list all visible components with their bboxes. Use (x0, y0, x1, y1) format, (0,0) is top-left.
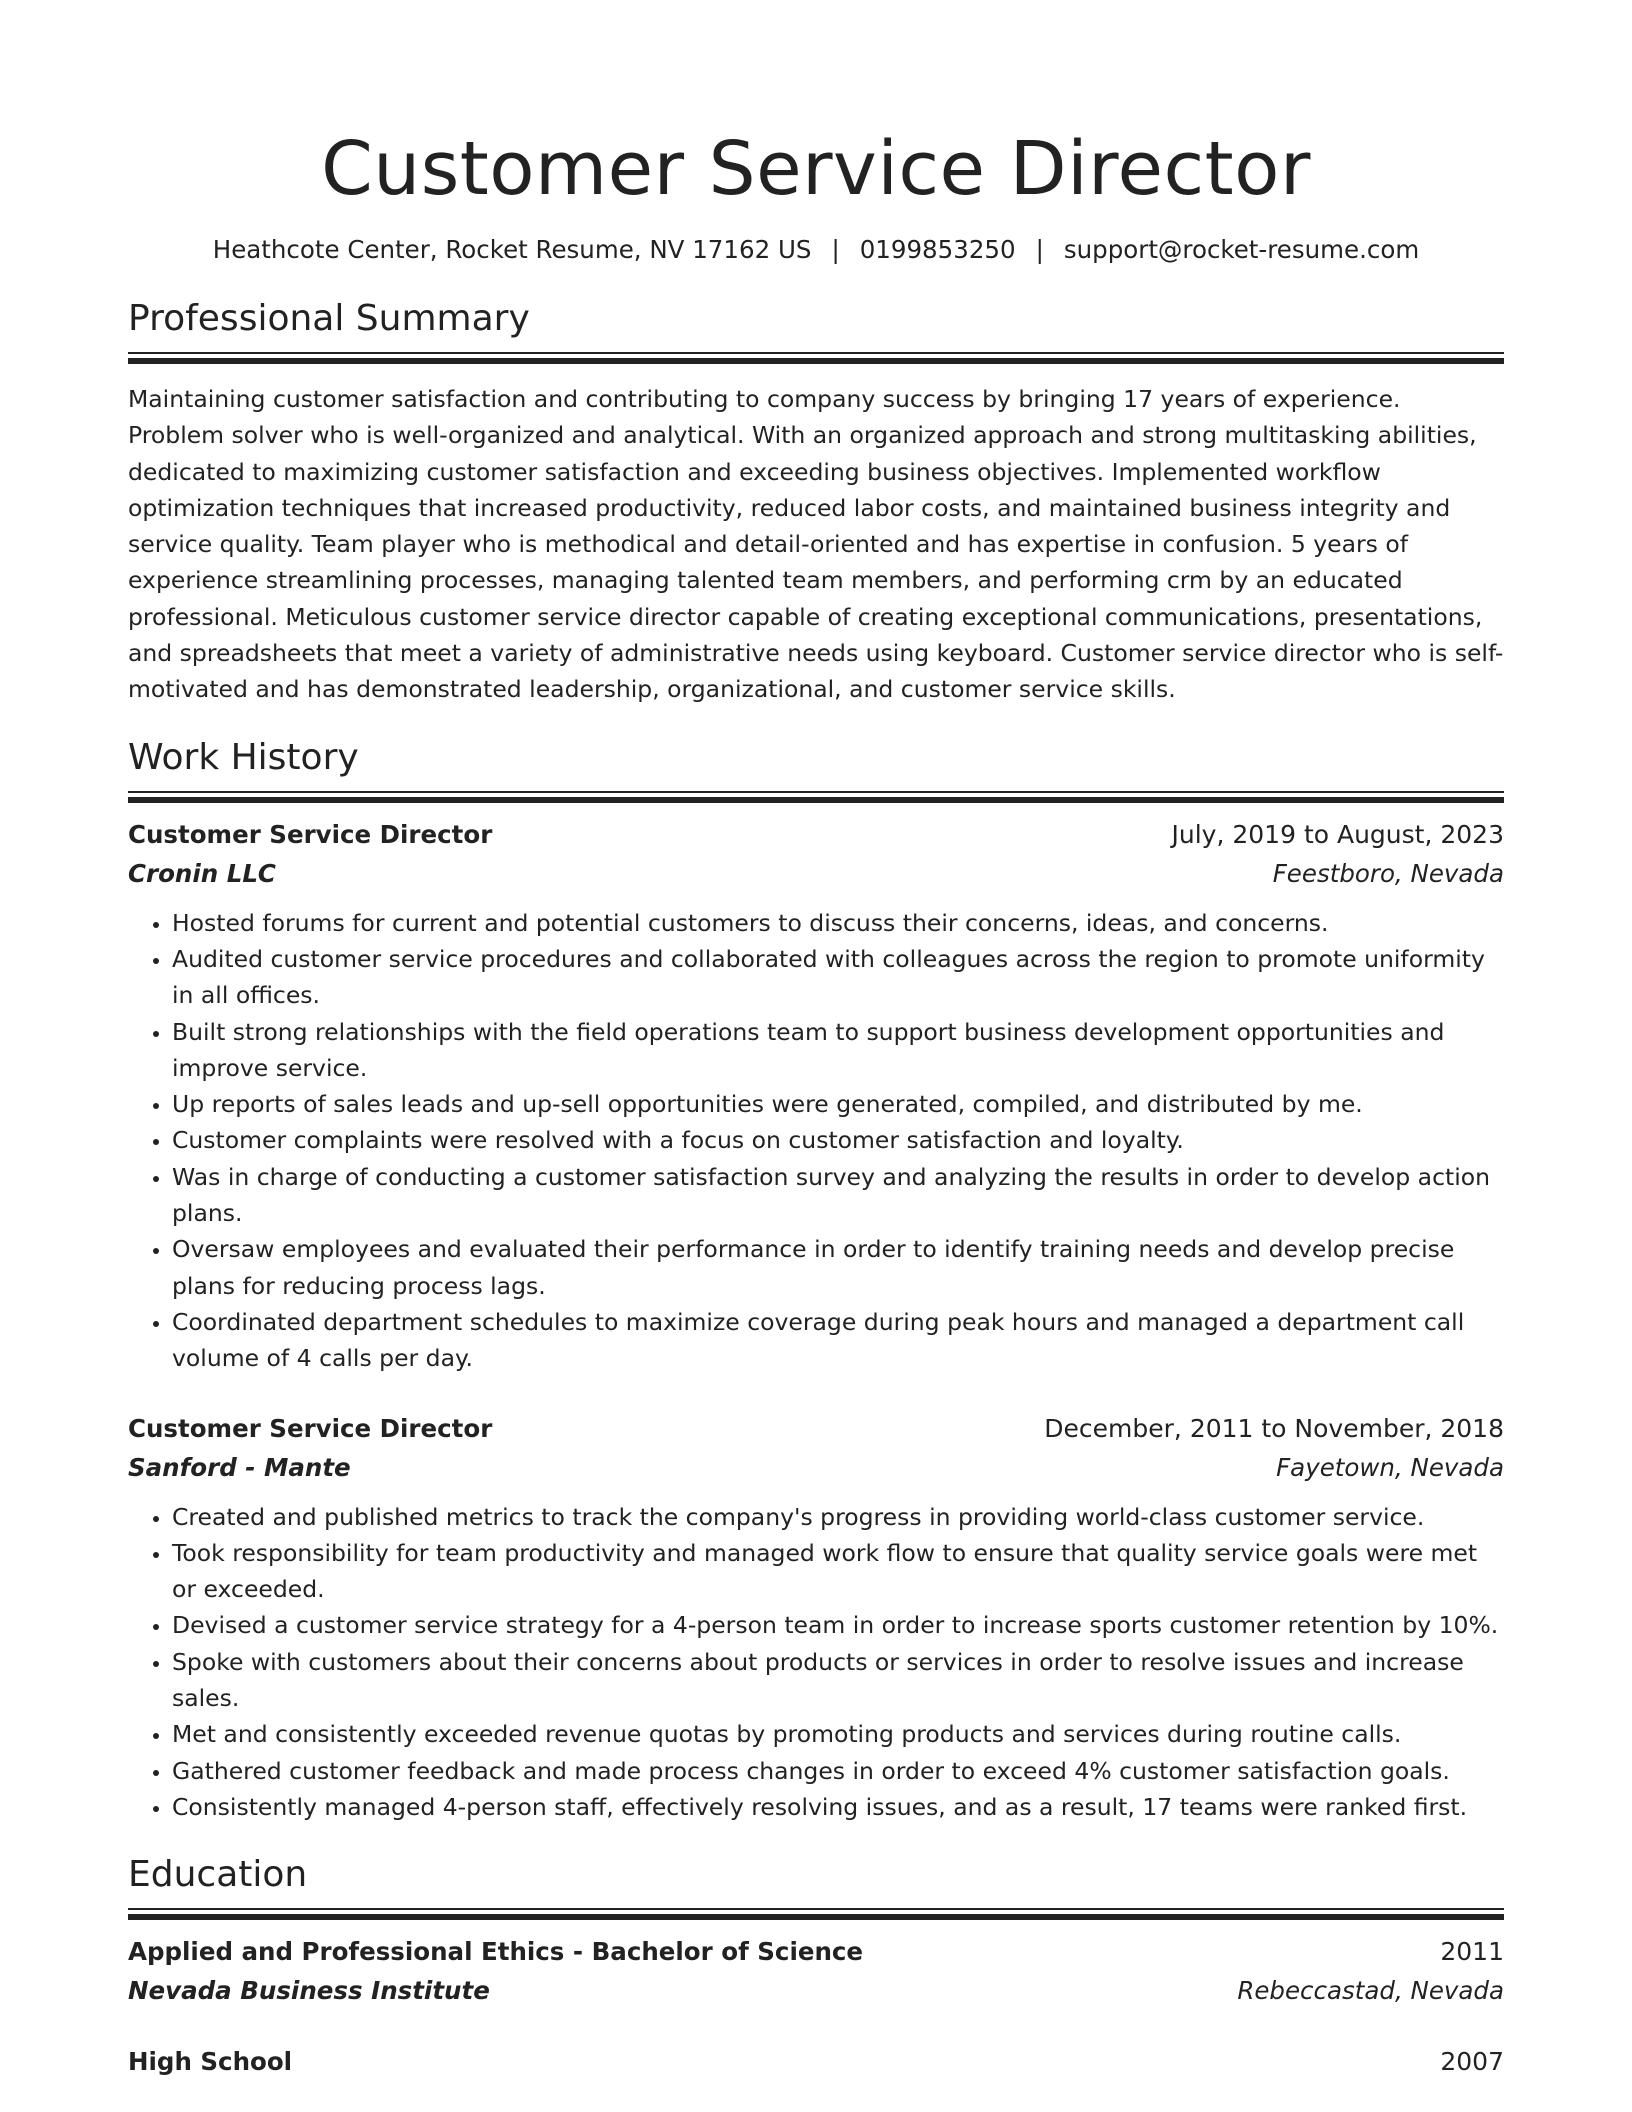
job-company-row (128, 854, 1504, 893)
contact-address: Heathcote Center, Rocket Resume, NV 17162 US (212, 235, 812, 264)
list-item: • Spoke with customers about their concerns about products or services in order to resolve issues and increase sales. (172, 1644, 1504, 1717)
list-item: • Took responsibility for team productivity and managed work flow to ensure that quality service goals were met or exceeded. (172, 1535, 1504, 1608)
education-school-row (128, 1971, 1504, 2010)
resume-name: Customer Service Director (321, 126, 1311, 212)
section-title-work: Work History (128, 736, 359, 778)
section-title-education: Education (128, 1854, 308, 1896)
job-dates: December, 2011 to November, 2018 (1044, 1413, 1504, 1443)
education-school: Nevada Business Institute (128, 1976, 490, 2006)
section-divider (128, 791, 1504, 793)
education-degree: High School (128, 2047, 293, 2077)
work-section (128, 735, 1504, 1826)
contact-separator: | (831, 235, 840, 264)
job-header-row (128, 815, 1504, 854)
list-item: • Oversaw employees and evaluated their performance in order to identify training needs and develop precise plans for reducing process lags. (172, 1231, 1504, 1304)
list-item: • Met and consistently exceeded revenue quotas by promoting products and services during routine calls. (172, 1716, 1504, 1752)
education-degree-row (128, 1932, 1504, 1971)
list-item: • Was in charge of conducting a customer satisfaction survey and analyzing the results in order to develop action plans. (172, 1159, 1504, 1232)
list-item: • Audited customer service procedures and collaborated with colleagues across the region to promote uniformity in all offices. (172, 941, 1504, 1014)
job-location: Fayetown, Nevada (1276, 1452, 1504, 1482)
education-entry (128, 1932, 1504, 2010)
contact-line (128, 233, 1504, 267)
job-company: Cronin LLC (128, 858, 276, 888)
section-divider (128, 352, 1504, 354)
job-bullets (128, 1499, 1504, 1826)
education-degree: Applied and Professional Ethics - Bachelor of Science (128, 1937, 864, 1967)
education-year: 2007 (1440, 2047, 1504, 2077)
job-header-row (128, 1409, 1504, 1448)
education-section (128, 1852, 1504, 2081)
job-location: Feestboro, Nevada (1272, 858, 1504, 888)
list-item: • Customer complaints were resolved with a focus on customer satisfaction and loyalty. (172, 1122, 1504, 1158)
job-company-row (128, 1448, 1504, 1487)
list-item: • Hosted forums for current and potential customers to discuss their concerns, ideas, and concerns. (172, 905, 1504, 941)
job-entry (128, 1409, 1504, 1826)
list-item: • Consistently managed 4-person staff, effectively resolving issues, and as a result, 17 teams were ranked first. (172, 1789, 1504, 1825)
summary-section (128, 296, 1504, 708)
education-year: 2011 (1440, 1937, 1504, 1967)
job-company: Sanford - Mante (128, 1452, 351, 1482)
contact-phone: 0199853250 (859, 235, 1016, 264)
section-title-summary: Professional Summary (128, 298, 530, 339)
list-item: • Coordinated department schedules to maximize coverage during peak hours and managed a department call volume of 4 calls per day. (172, 1304, 1504, 1377)
section-divider (128, 1908, 1504, 1910)
summary-text: Maintaining customer satisfaction and contributing to company success by bringing 17 years of experience. Problem solver who is well-organized and analytical. With an organized approach and strong multitasking abilities, dedicated to maximizing customer satisfaction and exceeding business objectives. Implemented workflow optimization techniques that increased productivity, reduced labor costs, and maintained business integrity and service quality. Team player who is methodical and detail-oriented and has expertise in confusion. 5 years of experience streamlining processes, managing talented team members, and performing crm by an educated professional. Meticulous customer service director capable of creating exceptional communications, presentations, and spreadsheets that meet a variety of administrative needs using keyboard. Customer service director who is self-motivated and has demonstrated leadership, organizational, and customer service skills. (128, 385, 1504, 704)
education-degree-row (128, 2042, 1504, 2081)
job-dates: July, 2019 to August, 2023 (1171, 819, 1504, 849)
job-title: Customer Service Director (128, 1413, 493, 1443)
job-bullets (128, 905, 1504, 1377)
list-item: • Devised a customer service strategy for a 4-person team in order to increase sports customer retention by 10%. (172, 1607, 1504, 1643)
list-item: • Created and published metrics to track the company's progress in providing world-class customer service. (172, 1499, 1504, 1535)
contact-separator: | (1035, 235, 1044, 264)
list-item: • Built strong relationships with the field operations team to support business development opportunities and improve service. (172, 1014, 1504, 1087)
education-location: Rebeccastad, Nevada (1237, 1976, 1504, 2006)
job-entry (128, 815, 1504, 1377)
resume-page (128, 0, 1504, 2081)
list-item: • Gathered customer feedback and made process changes in order to exceed 4% customer satisfaction goals. (172, 1753, 1504, 1789)
education-entry (128, 2042, 1504, 2081)
contact-email: support@rocket-resume.com (1063, 235, 1420, 264)
list-item: • Up reports of sales leads and up-sell opportunities were generated, compiled, and distributed by me. (172, 1086, 1504, 1122)
job-title: Customer Service Director (128, 819, 493, 849)
